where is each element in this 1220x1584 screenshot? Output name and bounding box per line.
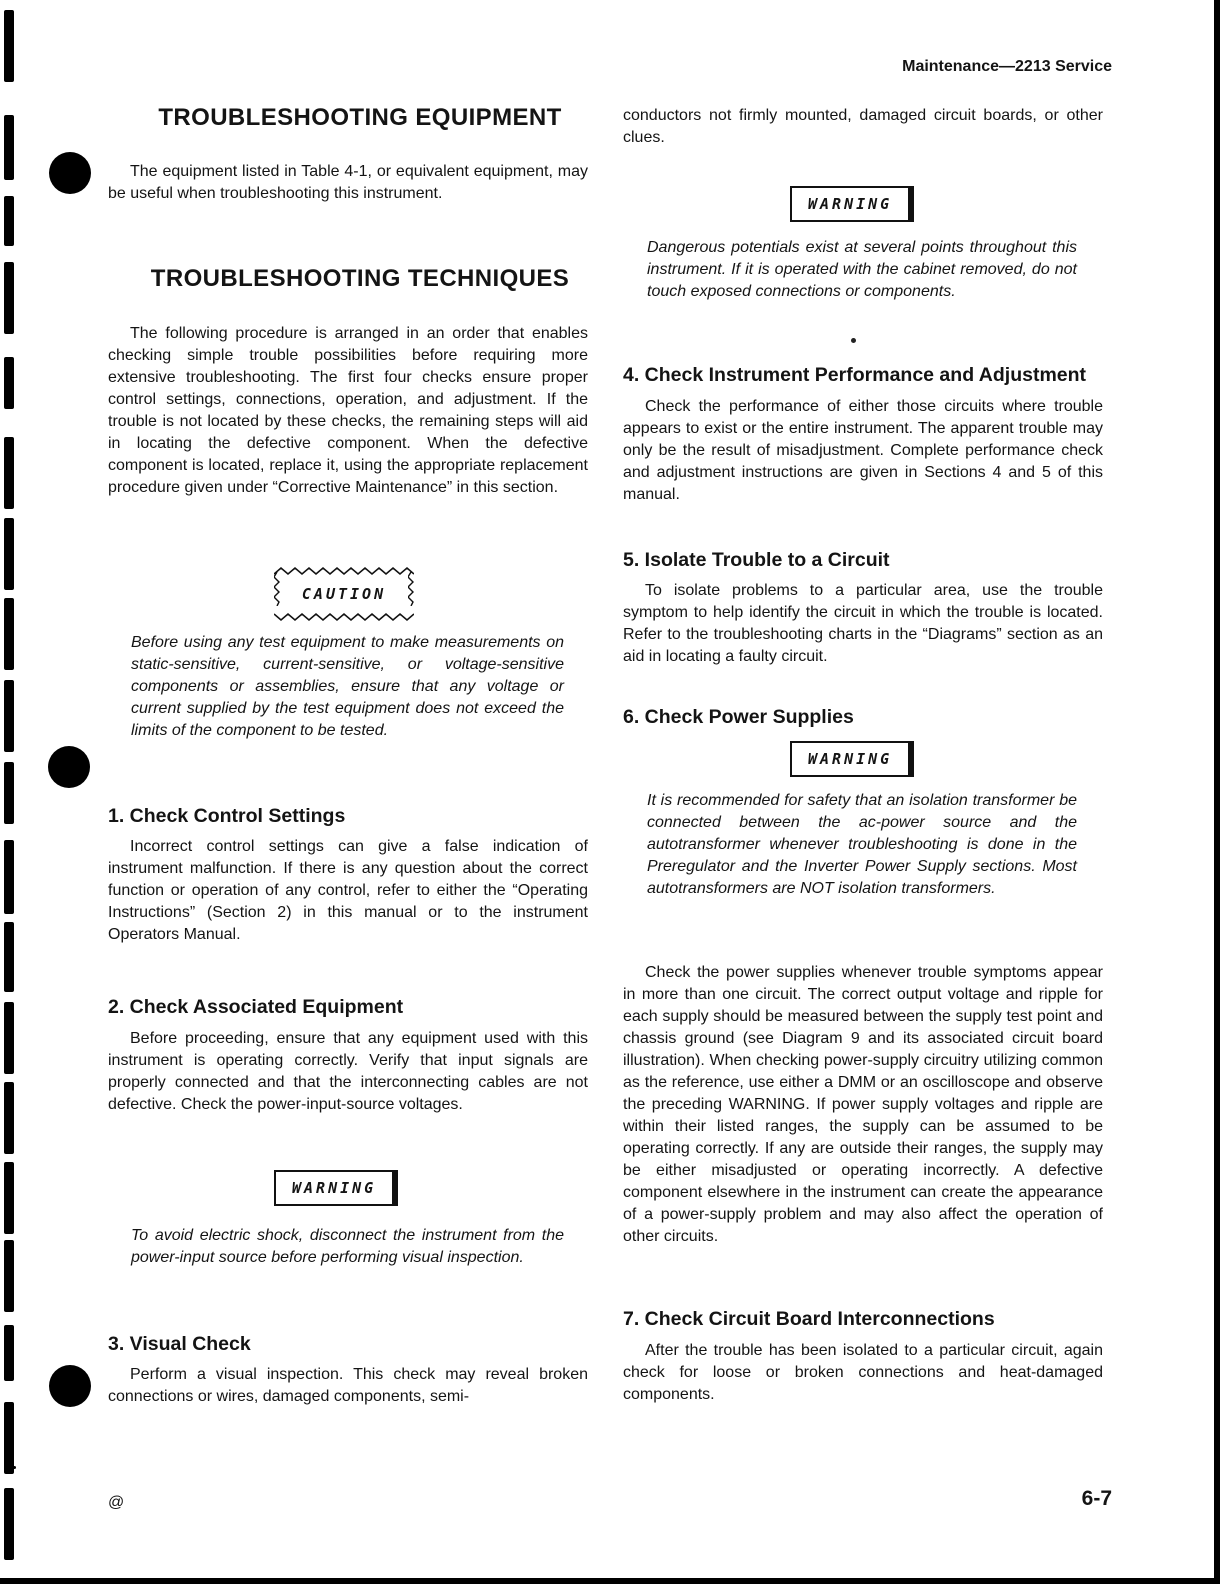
step6-heading: 6. Check Power Supplies — [623, 706, 854, 728]
step5-heading: 5. Isolate Trouble to a Circuit — [623, 549, 890, 571]
binder-mark — [4, 196, 14, 246]
step2-text: Before proceeding, ensure that any equipment used with this instrument is operating correctly. Verify that input signals are properly connected and that the interconnecting cables are not defective. Check the power-input-source voltages. — [108, 1030, 588, 1113]
step7-text-block — [623, 1340, 1103, 1406]
binder-mark — [4, 1325, 14, 1381]
equipment-section — [108, 104, 588, 132]
binder-mark — [4, 357, 14, 409]
step7-heading: 7. Check Circuit Board Interconnections — [623, 1308, 995, 1330]
warning2-text-block — [131, 1225, 564, 1269]
running-head: Maintenance—2213 Service — [902, 58, 1112, 75]
caution-border-right — [408, 572, 414, 606]
continuation-text: conductors not firmly mounted, damaged circuit boards, or other clues. — [623, 107, 1103, 146]
step3-text-block — [108, 1364, 588, 1408]
step4-section — [623, 364, 1103, 387]
binder-mark — [4, 518, 14, 590]
binder-mark — [4, 437, 14, 509]
step2-section — [108, 996, 588, 1019]
binder-mark — [4, 1488, 14, 1560]
warning-badge — [790, 741, 914, 777]
binder-mark — [4, 10, 14, 82]
warning3-text: It is recommended for safety that an isolation transformer be connected between the ac-power source and the autotransformer whenever troubleshooting is done in the Preregulator and the Inverter Power Supply sections. Most autotransformers are NOT isolation transformers. — [647, 792, 1077, 897]
warning-label: WARNING — [292, 1179, 377, 1197]
techniques-text-block — [108, 323, 588, 499]
binder-mark — [4, 840, 14, 914]
step4-text: Check the performance of either those circuits where trouble appears to exist or the entire instrument. The apparent trouble may only be the result of misadjustment. Complete performance check and adjustment instructions are given in Sections 4 and 5 of this manual. — [623, 398, 1103, 503]
step1-text-block — [108, 836, 588, 946]
binder-mark — [4, 1002, 14, 1074]
step6-section — [623, 706, 1103, 729]
equipment-text: The equipment listed in Table 4-1, or equivalent equipment, may be useful when troubleshooting this instrument. — [108, 163, 588, 202]
step1-section — [108, 805, 588, 828]
footer-mark: @ — [108, 1494, 125, 1511]
step3-text: Perform a visual inspection. This check may reveal broken connections or wires, damaged components, semi- — [108, 1366, 588, 1405]
caution-border-top — [274, 566, 414, 576]
binder-mark — [4, 680, 14, 752]
warning-badge — [274, 1170, 398, 1206]
techniques-text: The following procedure is arranged in an order that enables checking simple trouble possibilities before requiring more extensive troubleshooting. The first four checks ensure proper control settings, connections, operation, and adjustment. If the trouble is not located by these checks, the remaining steps will aid in locating the defective component. When the defective component is located, replace it, using the appropriate replacement procedure given under “Corrective Maintenance” in this section. — [108, 325, 588, 496]
caution-badge — [274, 566, 414, 622]
warning-label: WARNING — [808, 750, 893, 768]
binder-mark — [4, 1162, 14, 1234]
page-edge-right — [1214, 0, 1220, 1584]
warning3-text-block — [647, 790, 1077, 900]
step2-text-block — [108, 1028, 588, 1116]
page-edge-bottom — [0, 1578, 1220, 1584]
binder-mark — [4, 262, 14, 334]
step2-heading: 2. Check Associated Equipment — [108, 996, 404, 1018]
warning-badge — [790, 186, 914, 222]
continuation-block — [623, 105, 1103, 149]
techniques-heading: TROUBLESHOOTING TECHNIQUES — [150, 265, 570, 292]
warning1-text-block — [647, 237, 1077, 303]
binder-mark — [4, 115, 14, 180]
step4-text-block — [623, 396, 1103, 506]
caution-label: CAUTION — [301, 585, 387, 603]
binder-mark — [4, 598, 14, 670]
step1-heading: 1. Check Control Settings — [108, 805, 346, 827]
warning2-text: To avoid electric shock, disconnect the instrument from the power-input source before performing visual inspection. — [131, 1227, 564, 1266]
caution-border-bottom — [274, 612, 414, 622]
caution-text: Before using any test equipment to make measurements on static-sensitive, current-sensitive, or voltage-sensitive components or assemblies, ensure that any voltage or current supplied by the test equipment does not exceed the limits of the component to be tested. — [131, 634, 564, 739]
equipment-text-block — [108, 161, 588, 205]
step4-heading: 4. Check Instrument Performance and Adjustment — [623, 364, 1087, 386]
binder-hole — [49, 152, 91, 194]
binder-mark — [4, 922, 14, 992]
step1-text: Incorrect control settings can give a false indication of instrument malfunction. If there is any question about the correct function or operation of any control, refer to either the “Operating Instructions” (Section 2) in this manual or to the instrument Operators Manual. — [108, 838, 588, 943]
binder-mark — [4, 1240, 14, 1312]
step7-section — [623, 1308, 1103, 1331]
caution-border-left — [274, 572, 280, 606]
binder-mark — [4, 1402, 14, 1474]
step6-text: Check the power supplies whenever trouble symptoms appear in more than one circuit. The correct output voltage and ripple for each supply should be measured between the supply test point and chassis ground (see Diagram 9 and its associated circuit board illustration). When checking power-supply circuitry utilizing common as the reference, use either a DMM or an oscilloscope and observe the preceding WARNING. If power supply voltages and ripple are within their listed ranges, the supply can be assumed to be operating correctly. If any are outside their ranges, the supply may be either misadjusted or operating incorrectly. A defective component elsewhere in the instrument can create the appearance of a power-supply problem and may also affect the operation of other circuits. — [623, 964, 1103, 1245]
binder-hole — [49, 1365, 91, 1407]
step6-text-block — [623, 962, 1103, 1248]
step7-text: After the trouble has been isolated to a particular circuit, again check for loose or broken connections and heat-damaged components. — [623, 1342, 1103, 1403]
binder-hole — [48, 746, 90, 788]
equipment-heading: TROUBLESHOOTING EQUIPMENT — [158, 104, 562, 131]
warning1-text: Dangerous potentials exist at several points throughout this instrument. If it is operated with the cabinet removed, do not touch exposed connections or components. — [647, 239, 1077, 300]
scan-speck — [851, 338, 856, 343]
step3-heading: 3. Visual Check — [108, 1333, 251, 1355]
step3-section — [108, 1333, 588, 1356]
binder-mark — [4, 1082, 14, 1154]
techniques-section — [108, 265, 588, 293]
scan-speck — [13, 1466, 16, 1469]
warning-label: WARNING — [808, 195, 893, 213]
binder-mark — [4, 762, 14, 824]
caution-text-block — [131, 632, 564, 742]
step5-text-block — [623, 580, 1103, 668]
page-number: 6-7 — [1081, 1487, 1112, 1510]
step5-section — [623, 549, 1103, 572]
step5-text: To isolate problems to a particular area, use the trouble symptom to help identify the circuit in which the trouble is located. Refer to the troubleshooting charts in the “Diagrams” section as an aid in locating a faulty circuit. — [623, 582, 1103, 665]
